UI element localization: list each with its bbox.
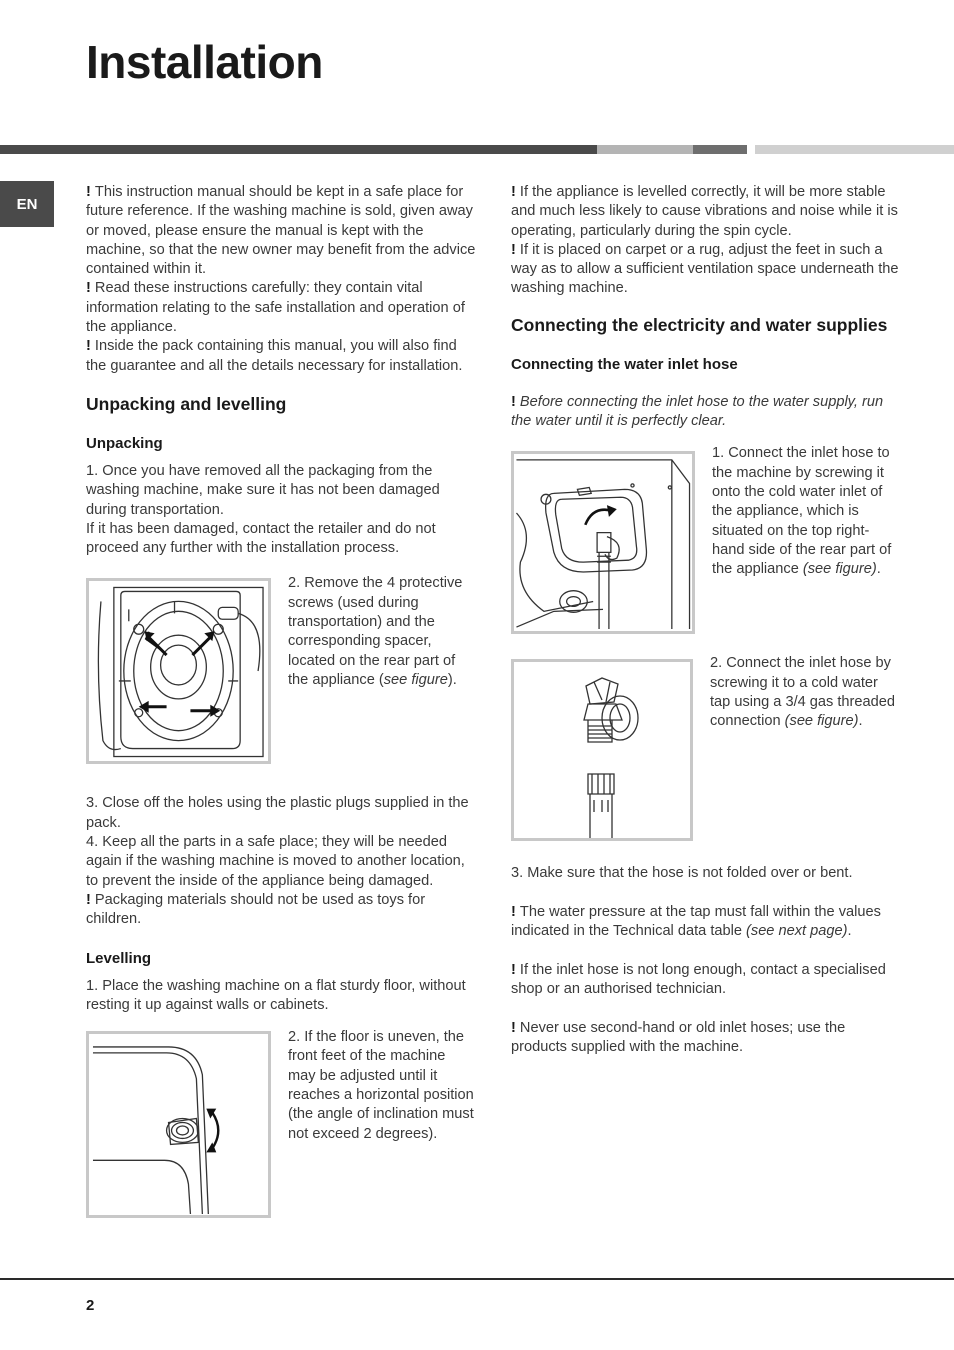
foot-adjust-figure xyxy=(86,1031,271,1218)
intro-paragraph-1: ! This instruction manual should be kept in a safe place for future reference. If the washing machine is sold, given away or moved, please ensure the manual is kept with the machine, so that the new owner may benefit from the advice contained within it. xyxy=(86,184,476,278)
hose-length-warning: ! If the inlet hose is not long enough, contact a specialised shop or an authorised technician. xyxy=(511,961,886,998)
unpack-warning: ! Packaging materials should not be used as toys for children. xyxy=(86,891,426,928)
tap-connection-figure xyxy=(511,659,693,841)
inlet-connection-icon xyxy=(514,454,692,631)
inlet-step-1: 1. Connect the inlet hose to the machine by screwing it onto the cold water inlet of the appliance, which is situated on the top right-hand side of the rear part of the appliance (see figure). xyxy=(712,445,892,578)
right-intro-2: ! If it is placed on carpet or a rug, adjust the feet in such a way as to allow a sufficient ventilation space underneath the washing machine. xyxy=(511,241,899,297)
subheading-inlet-hose: Connecting the water inlet hose xyxy=(511,355,738,373)
right-column xyxy=(511,183,901,1057)
unpack-step-3: 3. Close off the holes using the plastic plugs supplied in the pack. xyxy=(86,795,469,831)
page-number: 2 xyxy=(86,1297,95,1314)
header-bar-dark xyxy=(0,145,597,154)
level-step-1: 1. Place the washing machine on a flat sturdy floor, without resting it up against walls or cabinets. xyxy=(86,977,466,1013)
inlet-connection-figure xyxy=(511,451,695,634)
used-hose-warning: ! Never use second-hand or old inlet hoses; use the products supplied with the machine. xyxy=(511,1019,846,1056)
footer-rule xyxy=(0,1278,954,1280)
section-heading-unpacking-levelling: Unpacking and levelling xyxy=(86,393,287,414)
page-title: Installation xyxy=(86,36,323,88)
inlet-step-2: 2. Connect the inlet hose by screwing it to a cold water tap using a 3/4 gas threaded connection (see figure). xyxy=(710,655,895,730)
left-column xyxy=(86,183,478,1218)
language-tab: EN xyxy=(0,181,54,227)
unpack-step-2: 2. Remove the 4 protective screws (used during transportation) and the corresponding spacer, located on the rear part of the appliance (see figure). xyxy=(288,575,463,688)
header-bar-pale xyxy=(755,145,954,154)
intro-paragraph-3: ! Inside the pack containing this manual, you will also find the guarantee and all the details necessary for installation. xyxy=(86,338,463,374)
header-bar-mid xyxy=(693,145,747,154)
subheading-levelling: Levelling xyxy=(86,949,152,967)
subheading-unpacking: Unpacking xyxy=(86,434,163,452)
unpack-step-1b: If it has been damaged, contact the retailer and do not proceed any further with the installation process. xyxy=(86,520,436,557)
intro-paragraph-2: ! Read these instructions carefully: they contain vital information relating to the safe installation and operation of the appliance. xyxy=(86,280,465,336)
pressure-warning: ! The water pressure at the tap must fall within the values indicated in the Technical data table (see next page). xyxy=(511,903,881,940)
inlet-warning: ! Before connecting the inlet hose to the water supply, run the water until it is perfectly clear. xyxy=(511,393,884,430)
tap-connection-icon xyxy=(514,662,690,838)
washer-rear-figure xyxy=(86,578,271,764)
unpack-step-4: 4. Keep all the parts in a safe place; they will be needed again if the washing machine is moved to another location, to prevent the inside of the appliance being damaged. xyxy=(86,834,465,889)
inlet-step-3: 3. Make sure that the hose is not folded over or bent. xyxy=(511,865,853,882)
section-heading-connecting: Connecting the electricity and water supplies xyxy=(511,314,888,335)
washer-rear-icon xyxy=(89,581,268,761)
foot-adjust-icon xyxy=(89,1034,268,1215)
header-bar-light xyxy=(597,145,693,154)
level-step-2: 2. If the floor is uneven, the front feet of the machine may be adjusted until it reaches a horizontal position (the angle of inclination must not exceed 2 degrees). xyxy=(288,1029,474,1142)
unpack-step-1a: 1. Once you have removed all the packaging from the washing machine, make sure it has not been damaged during transportation. xyxy=(86,462,440,518)
right-intro-1: ! If the appliance is levelled correctly, it will be more stable and much less likely to cause vibrations and noise while it is operating, particularly during the spin cycle. xyxy=(511,184,898,239)
